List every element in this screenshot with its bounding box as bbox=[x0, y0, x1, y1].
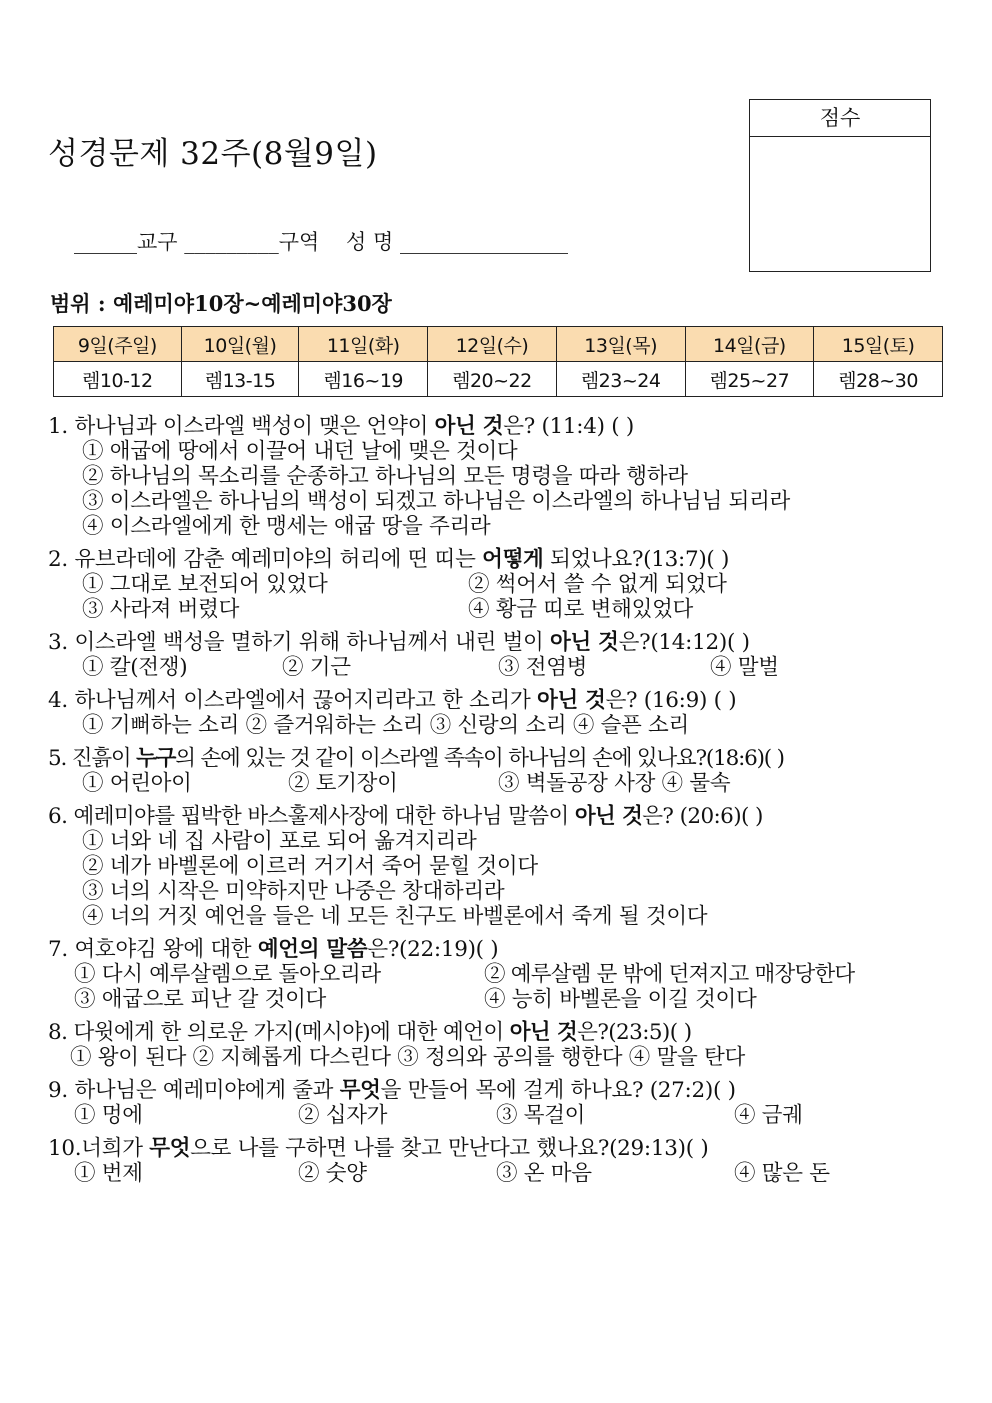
answer-option: ② 십자가 bbox=[298, 1103, 388, 1128]
question-9 bbox=[48, 1078, 948, 1128]
question-7 bbox=[48, 937, 948, 1012]
answer-option: ① 애굽에 땅에서 이끌어 내던 날에 맺은 것이다 bbox=[82, 439, 518, 464]
answer-option: ② 썩어서 쓸 수 없게 되었다 bbox=[468, 572, 727, 597]
question-4 bbox=[48, 688, 948, 738]
answer-option: ② 예루살렘 문 밖에 던져지고 매장당한다 bbox=[484, 962, 855, 987]
question-text: 9. 하나님은 예레미야에게 줄과 무엇을 만들어 목에 걸게 하나요? (27:2)( ) bbox=[48, 1078, 736, 1103]
answer-option: ① 번제 bbox=[74, 1161, 143, 1186]
answer-option: ③ 사라져 버렸다 bbox=[82, 597, 240, 622]
question-text: 5. 진흙이 누구의 손에 있는 것 같이 이스라엘 족속이 하나님의 손에 있나요?(18:6)( ) bbox=[48, 746, 784, 771]
answer-option: ② 하나님의 목소리를 순종하고 하나님의 모든 명령을 따라 행하라 bbox=[82, 464, 688, 489]
schedule-reading: 렘10-12 bbox=[54, 362, 182, 397]
answer-option: ① 칼(전쟁) bbox=[82, 655, 188, 680]
question-text: 3. 이스라엘 백성을 멸하기 위해 하나님께서 내린 벌이 아닌 것은?(14:12)( ) bbox=[48, 630, 750, 655]
answer-option: ③ 너의 시작은 미약하지만 나중은 창대하리라 bbox=[82, 879, 505, 904]
answer-option: ④ 이스라엘에게 한 맹세는 애굽 땅을 주리라 bbox=[82, 514, 491, 539]
question-8 bbox=[48, 1020, 948, 1070]
answer-option: ① 너와 네 집 사람이 포로 되어 옮겨지리라 bbox=[82, 829, 477, 854]
page-title: 성경문제 32주(8월9일) bbox=[48, 136, 378, 172]
answer-option: ④ 능히 바벨론을 이길 것이다 bbox=[484, 987, 757, 1012]
answer-option: ① 왕이 된다 ② 지혜롭게 다스린다 ③ 정의와 공의를 행한다 ④ 말을 탄다 bbox=[70, 1045, 745, 1070]
schedule-reading: 렘23~24 bbox=[556, 362, 685, 397]
answer-option: ③ 애굽으로 피난 갈 것이다 bbox=[74, 987, 327, 1012]
schedule-day: 13일(목) bbox=[556, 327, 685, 362]
question-text: 4. 하나님께서 이스라엘에서 끊어지리라고 한 소리가 아닌 것은? (16:9) ( ) bbox=[48, 688, 737, 713]
question-6 bbox=[48, 804, 948, 929]
schedule-day: 14일(금) bbox=[685, 327, 814, 362]
answer-option: ① 기뻐하는 소리 ② 즐거워하는 소리 ③ 신랑의 소리 ④ 슬픈 소리 bbox=[82, 713, 689, 738]
answer-option: ③ 온 마음 bbox=[496, 1161, 592, 1186]
reading-range: 범위 : 예레미야10장~예레미야30장 bbox=[50, 291, 392, 316]
schedule-reading: 렘25~27 bbox=[685, 362, 814, 397]
schedule-reading: 렘28~30 bbox=[814, 362, 943, 397]
schedule-reading: 렘16~19 bbox=[299, 362, 428, 397]
question-list bbox=[48, 414, 948, 1194]
answer-option: ④ 너의 거짓 예언을 들은 네 모든 친구도 바벨론에서 죽게 될 것이다 bbox=[82, 904, 708, 929]
reading-schedule bbox=[53, 326, 943, 397]
question-text: 10.너희가 무엇으로 나를 구하면 나를 찾고 만난다고 했나요?(29:13)( ) bbox=[48, 1136, 709, 1161]
schedule-reading: 렘20~22 bbox=[428, 362, 557, 397]
score-box bbox=[749, 99, 931, 272]
question-1 bbox=[48, 414, 948, 539]
question-text: 1. 하나님과 이스라엘 백성이 맺은 언약이 아닌 것은? (11:4) ( ) bbox=[48, 414, 634, 439]
answer-option: ① 멍에 bbox=[74, 1103, 143, 1128]
question-2 bbox=[48, 547, 948, 622]
answer-option: ① 어린아이 bbox=[82, 771, 192, 796]
answer-option: ① 다시 예루살렘으로 돌아오리라 bbox=[74, 962, 381, 987]
answer-option: ③ 목걸이 bbox=[496, 1103, 586, 1128]
answer-option: ③ 이스라엘은 하나님의 백성이 되겠고 하나님은 이스라엘의 하나님님 되리라 bbox=[82, 489, 791, 514]
answer-option: ② 기근 bbox=[282, 655, 351, 680]
schedule-day: 15일(토) bbox=[814, 327, 943, 362]
question-10 bbox=[48, 1136, 948, 1186]
question-text: 2. 유브라데에 감춘 예레미야의 허리에 띤 띠는 어떻게 되었나요?(13:7)( ) bbox=[48, 547, 730, 572]
schedule-reading: 렘13-15 bbox=[181, 362, 299, 397]
question-text: 6. 예레미야를 핍박한 바스훌제사장에 대한 하나님 말씀이 아닌 것은? (20:6)( ) bbox=[48, 804, 763, 829]
answer-option: ③ 벽돌공장 사장 ④ 물속 bbox=[498, 771, 731, 796]
answer-option: ④ 금궤 bbox=[734, 1103, 803, 1128]
answer-option: ④ 황금 띠로 변해있었다 bbox=[468, 597, 694, 622]
question-text: 7. 여호야김 왕에 대한 예언의 말씀은?(22:19)( ) bbox=[48, 937, 499, 962]
schedule-day: 9일(주일) bbox=[54, 327, 182, 362]
score-label: 점수 bbox=[750, 100, 930, 137]
question-3 bbox=[48, 630, 948, 680]
answer-option: ② 숫양 bbox=[298, 1161, 367, 1186]
question-5 bbox=[48, 746, 948, 796]
answer-option: ② 토기장이 bbox=[288, 771, 398, 796]
schedule-day: 10일(월) bbox=[181, 327, 299, 362]
schedule-day: 11일(화) bbox=[299, 327, 428, 362]
question-text: 8. 다윗에게 한 의로운 가지(메시야)에 대한 예언이 아닌 것은?(23:5)( ) bbox=[48, 1020, 692, 1045]
answer-option: ④ 말벌 bbox=[710, 655, 779, 680]
answer-option: ④ 많은 돈 bbox=[734, 1161, 830, 1186]
name-fields: ______교구 _________구역 성 명 ________________ bbox=[74, 230, 568, 254]
schedule-readings-row bbox=[54, 362, 943, 397]
answer-option: ① 그대로 보전되어 있었다 bbox=[82, 572, 328, 597]
answer-option: ② 네가 바벨론에 이르러 거기서 죽어 묻힐 것이다 bbox=[82, 854, 538, 879]
schedule-days-row bbox=[54, 327, 943, 362]
schedule-day: 12일(수) bbox=[428, 327, 557, 362]
answer-option: ③ 전염병 bbox=[498, 655, 588, 680]
